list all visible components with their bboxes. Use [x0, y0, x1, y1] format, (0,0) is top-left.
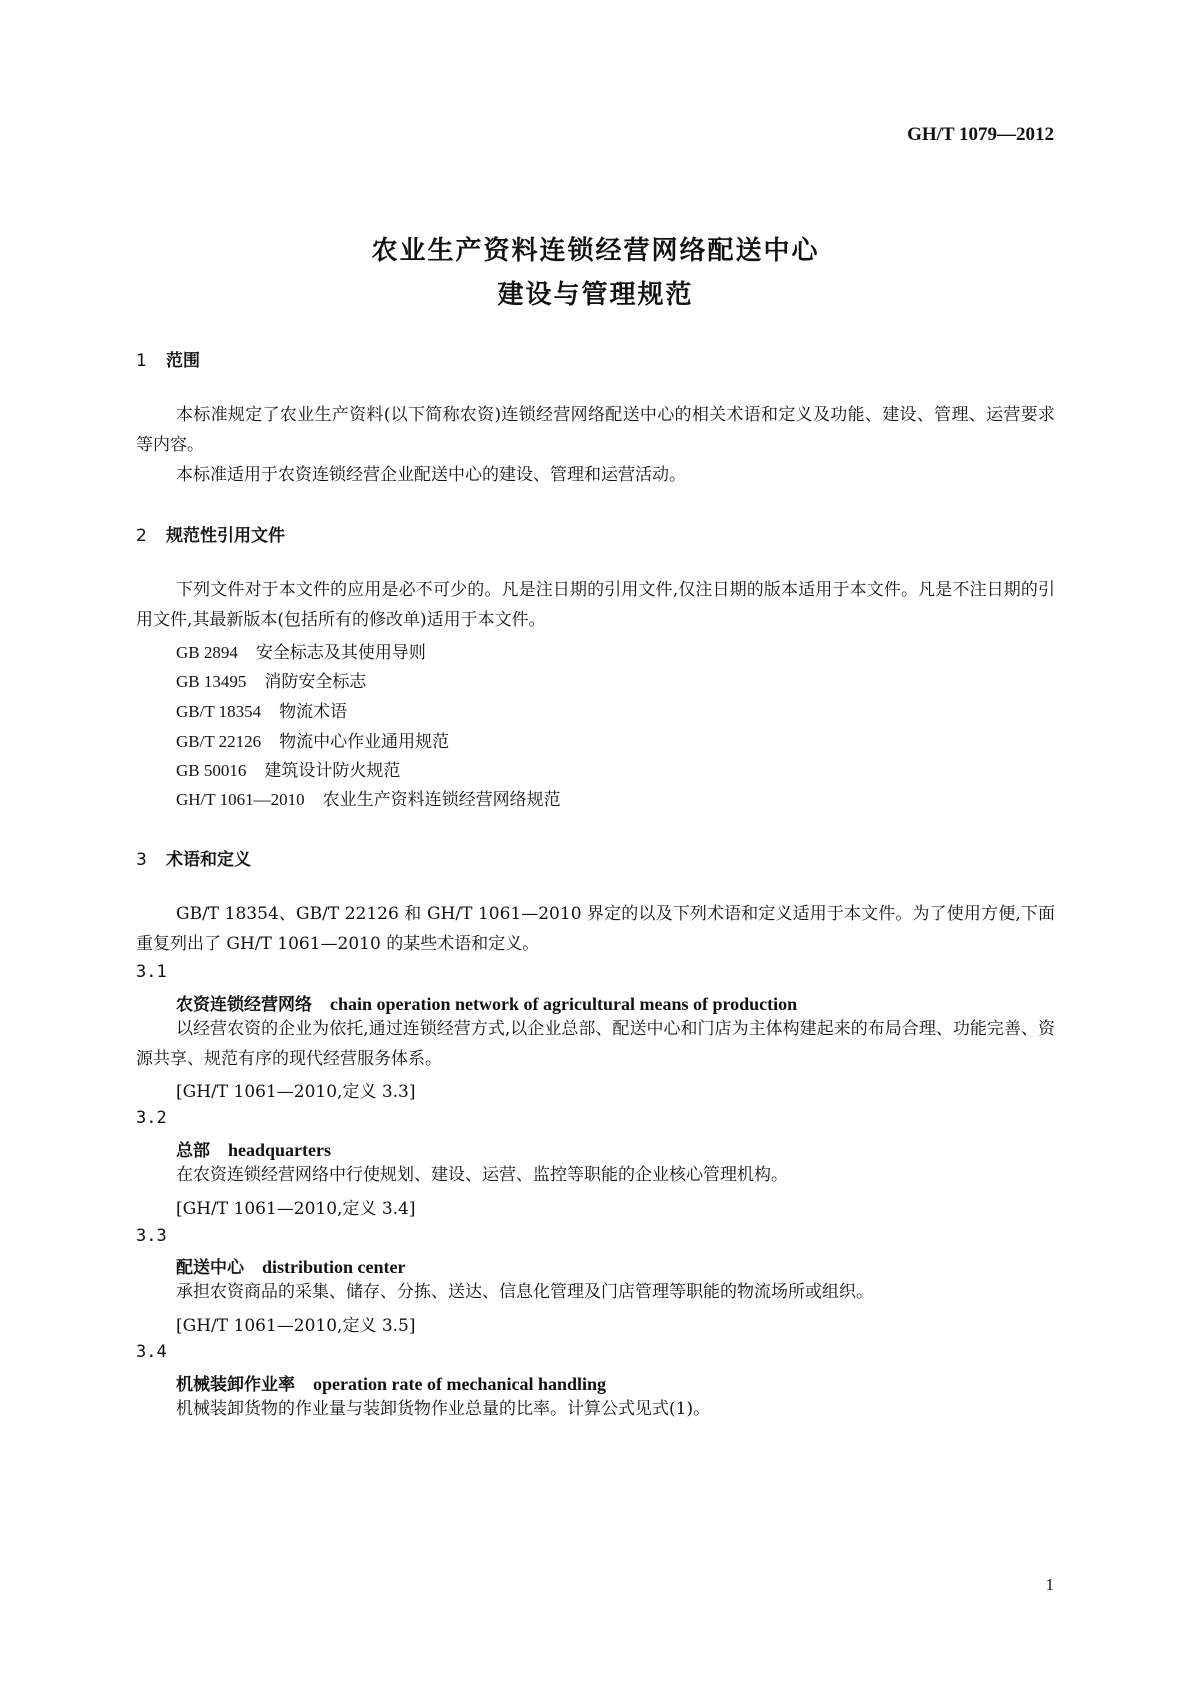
term-number: 3.1	[136, 962, 167, 982]
section-title: 范围	[166, 351, 200, 371]
reference-item	[176, 727, 449, 752]
term-title	[176, 990, 797, 1015]
standard-number: GH/T 1079—2012	[907, 124, 1054, 145]
reference-name: 消防安全标志	[264, 672, 367, 692]
reference-item	[176, 785, 561, 810]
reference-name: 农业生产资料连锁经营网络规范	[322, 790, 561, 810]
term-en: chain operation network of agricultural means of production	[330, 994, 798, 1014]
reference-name: 建筑设计防火规范	[264, 761, 401, 781]
section-number: 2	[136, 526, 147, 546]
term-title	[176, 1370, 606, 1395]
reference-code: GB 2894	[176, 643, 238, 662]
term-definition: 以经营农资的企业为依托,通过连锁经营方式,以企业总部、配送中心和门店为主体构建起来的布局合理、功能完善、资源共享、规范有序的现代经营服务体系。	[136, 1019, 1055, 1069]
term-zh: 农资连锁经营网络	[176, 995, 312, 1015]
term-definition: 承担农资商品的采集、储存、分拣、送达、信息化管理及门店管理等职能的物流场所或组织。	[176, 1282, 873, 1302]
reference-name: 安全标志及其使用导则	[255, 643, 426, 663]
document-title-line1: 农业生产资料连锁经营网络配送中心	[371, 236, 820, 266]
term-source: [GH/T 1061—2010,定义 3.3]	[176, 1082, 416, 1102]
section-3-heading	[136, 845, 251, 870]
section-1-paragraph-1: 本标准规定了农业生产资料(以下简称农资)连锁经营网络配送中心的相关术语和定义及功能、建设、管理、运营要求等内容。	[136, 405, 1055, 455]
reference-item	[176, 697, 347, 722]
section-title: 规范性引用文件	[166, 526, 285, 546]
term-source: [GH/T 1061—2010,定义 3.5]	[176, 1316, 416, 1336]
section-number: 1	[136, 351, 147, 371]
reference-name: 物流术语	[279, 702, 348, 722]
term-number: 3.4	[136, 1342, 167, 1362]
section-2-heading	[136, 521, 285, 546]
term-en: headquarters	[228, 1140, 331, 1160]
reference-item	[176, 667, 366, 692]
term-number: 3.2	[136, 1108, 167, 1128]
section-title: 术语和定义	[166, 850, 251, 870]
term-definition: 在农资连锁经营网络中行使规划、建设、运营、监控等职能的企业核心管理机构。	[176, 1165, 788, 1185]
reference-code: GB 13495	[176, 672, 247, 691]
reference-code: GB 50016	[176, 761, 247, 780]
term-title	[176, 1253, 406, 1278]
term-number: 3.3	[136, 1226, 167, 1246]
term-zh: 总部	[176, 1141, 210, 1161]
reference-code: GH/T 1061—2010	[176, 790, 305, 809]
term-source: [GH/T 1061—2010,定义 3.4]	[176, 1199, 416, 1219]
term-zh: 配送中心	[176, 1258, 244, 1278]
term-zh: 机械装卸作业率	[176, 1375, 295, 1395]
reference-code: GB/T 18354	[176, 702, 262, 721]
section-1-paragraph-2: 本标准适用于农资连锁经营企业配送中心的建设、管理和运营活动。	[176, 465, 686, 485]
term-definition: 机械装卸货物的作业量与装卸货物作业总量的比率。计算公式见式(1)。	[176, 1399, 711, 1419]
section-number: 3	[136, 850, 147, 870]
reference-name: 物流中心作业通用规范	[279, 732, 450, 752]
reference-item	[176, 638, 426, 663]
term-en: distribution center	[262, 1257, 406, 1277]
section-3-intro: GB/T 18354、GB/T 22126 和 GH/T 1061—2010 界定的以及下列术语和定义适用于本文件。为了使用方便,下面重复列出了 GH/T 1061—2010 的某些术语和定义。	[136, 904, 1055, 954]
section-1-heading	[136, 346, 200, 371]
page-number: 1	[1045, 1575, 1054, 1594]
term-title	[176, 1136, 331, 1161]
reference-code: GB/T 22126	[176, 732, 262, 751]
reference-item	[176, 756, 400, 781]
document-title-line2: 建设与管理规范	[497, 280, 694, 310]
term-en: operation rate of mechanical handling	[313, 1374, 606, 1394]
section-2-intro: 下列文件对于本文件的应用是必不可少的。凡是注日期的引用文件,仅注日期的版本适用于本文件。凡是不注日期的引用文件,其最新版本(包括所有的修改单)适用于本文件。	[136, 580, 1055, 630]
